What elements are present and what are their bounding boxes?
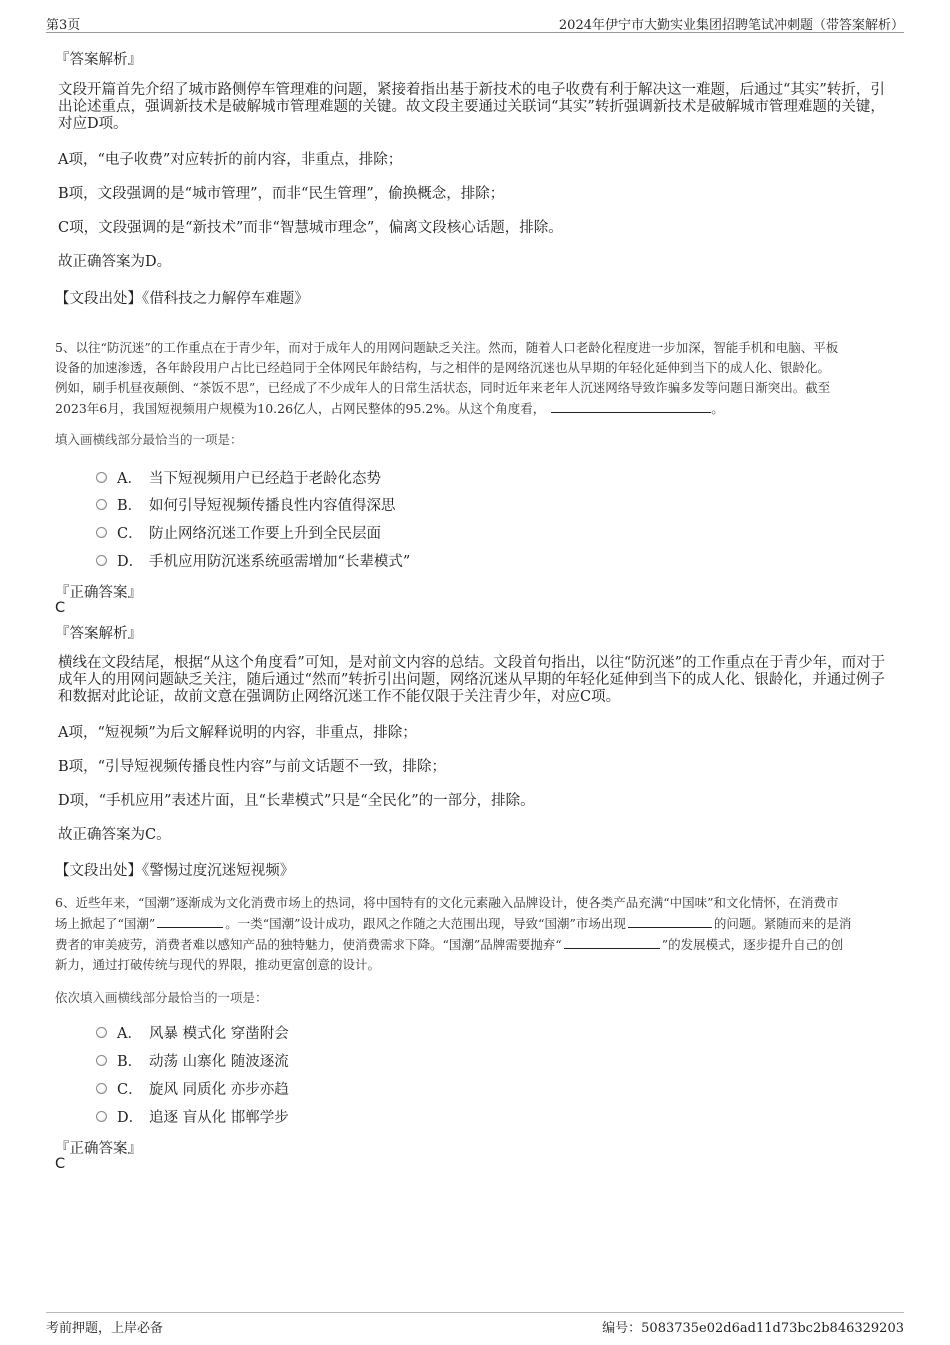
correct-answer-label: 『正确答案』 <box>55 585 142 601</box>
q5-option-b[interactable]: B． 如何引导短视频传播良性内容值得深思 <box>96 494 396 514</box>
radio-icon[interactable] <box>96 1027 107 1038</box>
question-6-line: 6、近些年来，“国潮”逐渐成为文化消费市场上的热词，将中国特有的文化元素融入品牌设计，使各类产品充满“中国味”和文化情怀，在消费市 <box>55 895 839 910</box>
analysis-conclusion: 故正确答案为C。 <box>58 827 171 843</box>
question-6-line: 新力，通过打破传统与现代的界限，推动更富创意的设计。 <box>55 957 381 972</box>
radio-icon[interactable] <box>96 555 107 566</box>
q6-option-d[interactable]: D． 追逐 盲从化 邯郸学步 <box>96 1106 289 1126</box>
source-citation: 【文段出处】《借科技之力解停车难题》 <box>55 291 309 307</box>
question-5-line: 设备的加速渗透，各年龄段用户占比已经趋同于全体网民年龄结构，与之相伴的是网络沉迷也从早期的年轻化延伸到当下的成人化、银龄化。 <box>55 360 831 375</box>
analysis-paragraph: 横线在文段结尾，根据“从这个角度看”可知，是对前文内容的总结。文段首句指出，以往“防沉迷”的工作重点在于青少年，而对于成年人的用网问题缺乏关注，随后通过“然而”转折引出问题，网络沉迷从早期的年轻化延伸到当下的成人化、银龄化，并通过例子和数据对此论证，故前文意在强调防止网络沉迷工作不能仅限于关注青少年，对应C项。 <box>58 655 886 705</box>
analysis-option-b: B项，“引导短视频传播良性内容”与前文话题不一致，排除； <box>58 759 446 775</box>
correct-answer-label: 『正确答案』 <box>55 1141 142 1157</box>
blank-underline <box>157 913 223 928</box>
blank-underline <box>564 934 660 949</box>
question-6-line: 场上掀起了“国潮” 。一类“国潮”设计成功，跟风之作随之大范围出现，导致“国潮”市场出现 的问题。紧随而来的是消 <box>55 913 895 934</box>
question-6-prompt: 依次填入画横线部分最恰当的一项是： <box>55 990 268 1005</box>
q6-option-b[interactable]: B． 动荡 山寨化 随波逐流 <box>96 1050 289 1070</box>
analysis-option-d: D项，“手机应用”表述片面，且“长辈模式”只是“全民化”的一部分，排除。 <box>58 793 535 809</box>
q5-option-c[interactable]: C． 防止网络沉迷工作要上升到全民层面 <box>96 522 381 542</box>
q6-option-c[interactable]: C． 旋风 同质化 亦步亦趋 <box>96 1078 289 1098</box>
source-citation: 【文段出处】《警惕过度沉迷短视频》 <box>55 863 295 879</box>
question-5-line: 例如，刷手机昼夜颠倒、“茶饭不思”，已经成了不少成年人的日常生活状态，同时近年来老年人沉迷网络导致诈骗多发等问题日渐突出。截至 <box>55 380 831 395</box>
question-5-text <box>55 338 895 419</box>
radio-icon[interactable] <box>96 527 107 538</box>
analysis-label: 『答案解析』 <box>55 626 142 642</box>
question-6-text <box>55 893 895 975</box>
radio-icon[interactable] <box>96 1111 107 1122</box>
radio-icon[interactable] <box>96 1083 107 1094</box>
correct-answer-value: C <box>55 1156 66 1172</box>
analysis-option-a: A项，“短视频”为后文解释说明的内容，非重点，排除； <box>58 725 417 741</box>
radio-icon[interactable] <box>96 1055 107 1066</box>
blank-underline <box>551 398 711 413</box>
document-id: 编号：5083735e02d6ad11d73bc2b846329203 <box>602 1321 904 1336</box>
radio-icon[interactable] <box>96 499 107 510</box>
page-number: 第3页 <box>46 18 81 33</box>
document-title: 2024年伊宁市大勤实业集团招聘笔试冲刺题（带答案解析） <box>558 18 904 33</box>
page-header <box>46 12 904 33</box>
correct-answer-value: C <box>55 600 66 616</box>
q5-option-a[interactable]: A． 当下短视频用户已经趋于老龄化态势 <box>96 467 381 487</box>
question-6-line: 费者的审美疲劳，消费者难以感知产品的独特魅力，使消费需求下降。“国潮”品牌需要抛弃“ ”的发展模式，逐步提升自己的创 <box>55 934 895 955</box>
analysis-option-a: A项，“电子收费”对应转折的前内容，非重点，排除； <box>58 152 403 168</box>
footer-slogan: 考前押题，上岸必备 <box>46 1321 164 1336</box>
question-5-prompt: 填入画横线部分最恰当的一项是： <box>55 432 243 447</box>
question-5-line: 2023年6月，我国短视频用户规模为10.26亿人，占网民整体的95.2%。从这个角度看， 。 <box>55 398 895 419</box>
analysis-paragraph: 文段开篇首先介绍了城市路侧停车管理难的问题，紧接着指出基于新技术的电子收费有利于解决这一难题，后通过“其实”转折，引出论述重点，强调新技术是破解城市管理难题的关键。故文段主要通过关联词“其实”转折强调新技术是破解城市管理难题的关键，对应D项。 <box>58 82 885 132</box>
radio-icon[interactable] <box>96 472 107 483</box>
analysis-option-b: B项，文段强调的是“城市管理”，而非“民生管理”，偷换概念，排除； <box>58 186 505 202</box>
analysis-conclusion: 故正确答案为D。 <box>58 254 172 270</box>
analysis-option-c: C项，文段强调的是“新技术”而非“智慧城市理念”，偏离文段核心话题，排除。 <box>58 220 563 236</box>
page-footer <box>46 1312 904 1337</box>
question-5-line: 5、以往“防沉迷”的工作重点在于青少年，而对于成年人的用网问题缺乏关注。然而，随着人口老龄化程度进一步加深，智能手机和电脑、平板 <box>55 340 839 355</box>
q6-option-a[interactable]: A． 风暴 模式化 穿凿附会 <box>96 1022 289 1042</box>
blank-underline <box>628 913 712 928</box>
analysis-label: 『答案解析』 <box>55 52 142 68</box>
q5-option-d[interactable]: D． 手机应用防沉迷系统亟需增加“长辈模式” <box>96 550 410 570</box>
